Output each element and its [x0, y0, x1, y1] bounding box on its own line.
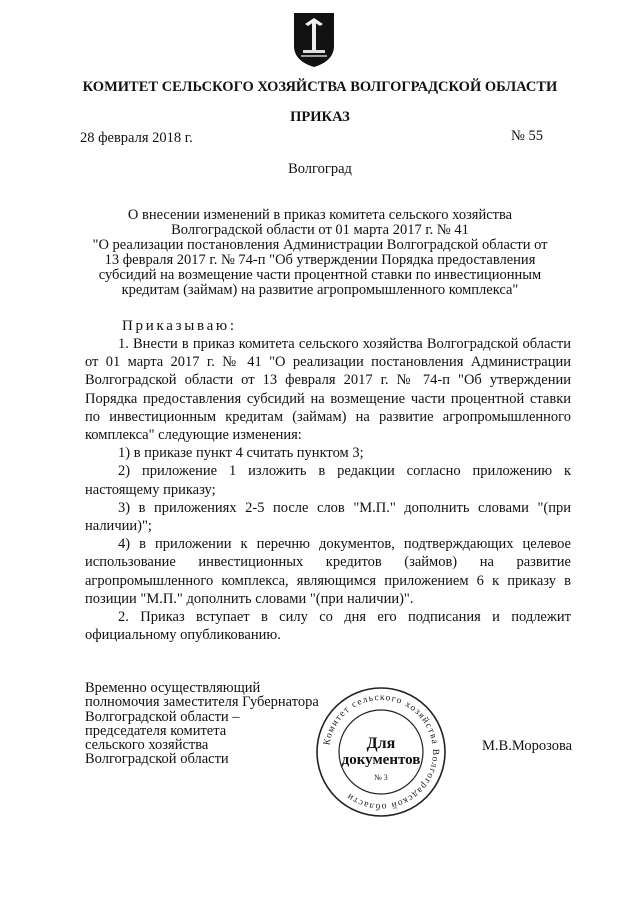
- subject-line: Волгоградской области от 01 марта 2017 г. № 41: [171, 222, 469, 238]
- document-date: 28 февраля 2018 г.: [80, 130, 193, 146]
- signatory-position-line: Временно осуществляющий: [85, 680, 261, 696]
- body-paragraph: 2. Приказ вступает в силу со дня его подписания и подлежит официальному опубликованию.: [85, 609, 571, 644]
- subject-line: кредитам (займам) на развитие агропромышленного комплекса": [121, 282, 519, 298]
- body-paragraph: 2) приложение 1 изложить в редакции согласно приложению к настоящему приказу;: [85, 463, 571, 498]
- signatory-position-line: сельского хозяйства: [85, 737, 209, 754]
- signatory-position-line: Волгоградской области: [85, 751, 229, 768]
- official-stamp: [313, 684, 449, 820]
- subject-line: 13 февраля 2017 г. № 74-п "Об утверждении Порядка предоставления: [104, 252, 536, 268]
- signatory-position-line: Волгоградской области –: [85, 708, 240, 725]
- stamp-center-line1: Для: [366, 735, 396, 752]
- document-subject: [80, 208, 560, 298]
- document-type: ПРИКАЗ: [290, 109, 350, 125]
- document-city: Волгоград: [288, 161, 352, 177]
- signatory-position-line: полномочия заместителя Губернатора: [85, 694, 319, 711]
- document-number: № 55: [511, 128, 543, 144]
- coat-of-arms-emblem: [291, 10, 337, 68]
- subject-line: О внесении изменений в приказ комитета сельского хозяйства: [127, 207, 513, 223]
- stamp-number: № 3: [374, 773, 388, 782]
- signatory-position-line: председателя комитета: [85, 722, 227, 739]
- signatory-position: [85, 681, 319, 767]
- subject-line: "О реализации постановления Администрации Волгоградской области от: [92, 237, 548, 253]
- body-paragraph: 1) в приказе пункт 4 считать пунктом 3;: [118, 445, 364, 462]
- subject-line: субсидий на возмещение части процентной ставки по инвестиционным: [98, 267, 542, 283]
- document-body: [85, 335, 571, 644]
- body-paragraph: 1. Внести в приказ комитета сельского хозяйства Волгоградской области от 01 марта 2017 г. № 41 "О реализации постановления Администрации Волгоградской области от 13 февраля 2017 г. № 74-п "Об утверждении Порядка предоставления субсидий на возмещение части процентной ставки по инвестиционным кредитам (займам) на развитие агропромышленного комплекса" следующие изменения:: [85, 336, 571, 444]
- body-paragraph: 3) в приложениях 2-5 после слов "М.П." дополнить словами "(при наличии)";: [85, 499, 571, 535]
- stamp-center-line2: документов: [341, 752, 421, 768]
- organization-name: КОМИТЕТ СЕЛЬСКОГО ХОЗЯЙСТВА ВОЛГОГРАДСКОЙ ОБЛАСТИ: [82, 79, 558, 95]
- body-paragraph: 4) в приложении к перечню документов, подтверждающих целевое использование инвестиционных кредитов (займов) на развитие агропромышленного комплекса, являющимся приложением 6 к приказу в позиции "М.П." дополнить словами "(при наличии)".: [85, 536, 571, 607]
- order-word: Приказываю:: [122, 318, 237, 334]
- stamp-ring-text: Комитет сельского хозяйства Волгоградской области: [322, 692, 441, 812]
- signatory-name: М.В.Морозова: [482, 738, 573, 754]
